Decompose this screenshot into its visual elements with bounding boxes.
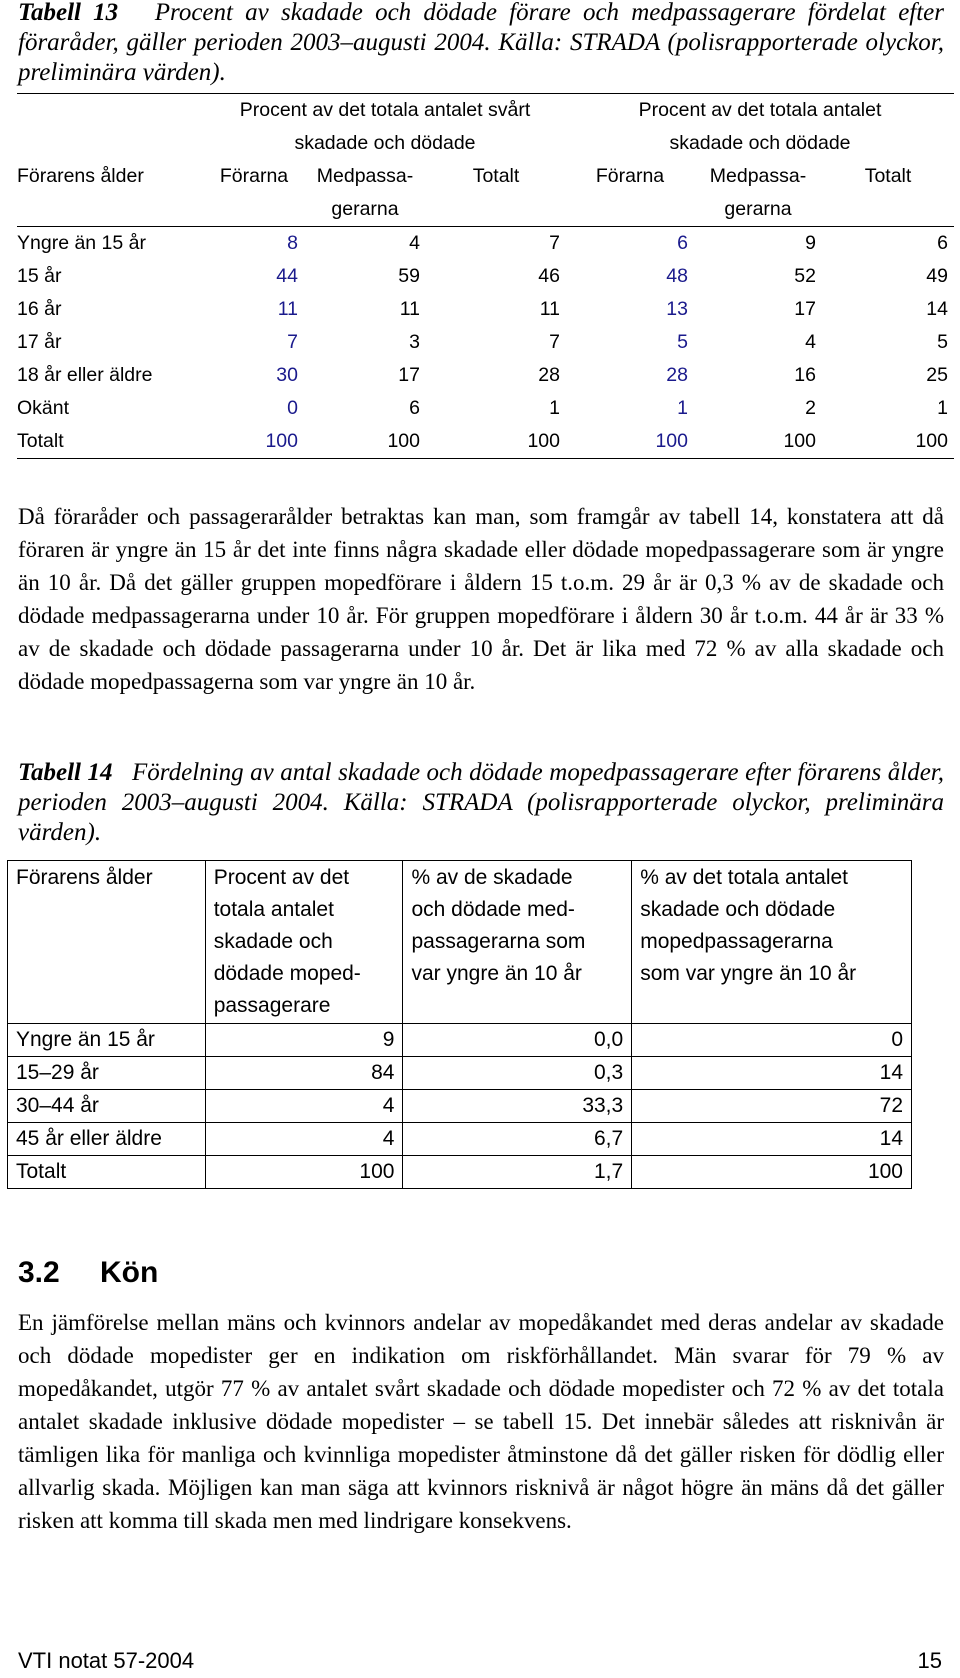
table13-group1-line2: skadade och dödade (294, 132, 476, 154)
table14-caption-text: Fördelning av antal skadade och dödade mopedpassagerare efter förarens ålder, perioden 2003–augusti 2004. Källa: STRADA (polisrapporterade olyckor, preliminära värden). (18, 759, 945, 846)
table13-cell: 6 (409, 397, 420, 419)
table14-header-line: skadade och dödade (640, 898, 836, 921)
table13-cell: 7 (287, 331, 298, 353)
table14-cell: 0,3 (403, 1057, 632, 1090)
table14 (7, 860, 912, 1189)
table13-cell: 100 (204, 425, 304, 459)
table13-row-label: Okänt (17, 397, 70, 419)
table13-cell: 1 (937, 397, 948, 419)
table14-header-cell (632, 861, 912, 1024)
table13-cell: 5 (937, 331, 948, 353)
table13-cell: 11 (539, 298, 560, 320)
table14-header-line: och dödade med- (411, 898, 575, 921)
table13-col-total-2: Totalt (864, 165, 912, 187)
table13-row-label: Yngre än 15 år (17, 232, 147, 254)
table13-cell: 2 (805, 397, 816, 419)
table14-cell: 6,7 (403, 1123, 632, 1156)
table13-row-label: 16 år (17, 298, 62, 320)
table14-cell: 9 (205, 1024, 403, 1057)
table13-cell: 11 (277, 298, 298, 320)
table13-cell: 9 (805, 232, 816, 254)
table13-group-header-row-2 (17, 127, 954, 160)
table13 (17, 93, 954, 459)
section-body-text: En jämförelse mellan mäns och kvinnors andelar av mopedåkandet med deras andelar av skadade och dödade mopedister ger en indikation om riskförhållandet. Män svarar för 79 % av mopedåkandet, utgör 77 % av antalet svårt skadade och dödade mopedister och 72 % av det totala antalet skadade inklusive dödade mopedister – se tabell 15. Det innebär således att risknivån är tämligen lika för manliga och kvinnliga mopedister åtminstone då det gäller risken för dödlig eller allvarlig skada. Möjligen kan man säga att kvinnors risknivå är något högre än mäns då det gäller risken att komma till skada men med lindrigare konsekvens. (18, 1310, 944, 1533)
table14-header-line: skadade och (213, 930, 333, 953)
table14-row (8, 1090, 912, 1123)
table13-cell: 28 (538, 364, 560, 386)
table13-cell: 100 (694, 425, 822, 459)
table14-header-cell (403, 861, 632, 1024)
table14-caption-label: Tabell 14 (18, 759, 113, 786)
table13-row (17, 260, 954, 293)
table14-cell: 0 (632, 1024, 912, 1057)
table13-group-header-row-1 (17, 94, 954, 128)
table13-cell: 17 (398, 364, 420, 386)
table14-row (8, 1123, 912, 1156)
table13-cell: 49 (926, 265, 948, 287)
table13-row-label: Totalt (17, 425, 204, 459)
table13-col-drivers-2: Förarna (595, 165, 665, 187)
table13-cell: 44 (276, 265, 298, 287)
table13-cell: 17 (794, 298, 816, 320)
table13-row (17, 425, 954, 459)
table13-row (17, 227, 954, 261)
table13-row-label: 15 år (17, 265, 62, 287)
table13-cell: 14 (926, 298, 948, 320)
table13-cell: 3 (409, 331, 420, 353)
table14-header-line: passagerarna som (411, 930, 586, 953)
table14-header-line: Förarens ålder (16, 866, 153, 889)
table14-header-line: som var yngre än 10 år (640, 962, 857, 985)
table13-col-total: Totalt (472, 165, 520, 187)
table14-row (8, 1057, 912, 1090)
table14-header-line: var yngre än 10 år (411, 962, 582, 985)
table13-caption-text: Procent av skadade och dödade förare och medpassagerare fördelat efter föraråder, gäller perioden 2003–augusti 2004. Källa: STRADA (polisrapporterade olyckor, preliminära värden). (18, 0, 945, 86)
table14-cell: 1,7 (403, 1156, 632, 1189)
table13-cell: 8 (287, 232, 298, 254)
table13-caption-label: Tabell 13 (18, 0, 119, 26)
footer-publication: VTI notat 57-2004 (18, 1648, 195, 1673)
table14-header-line: totala antalet (213, 898, 334, 921)
table13-cell: 28 (666, 364, 688, 386)
table14-cell: 33,3 (403, 1090, 632, 1123)
table14-header-line: % av de skadade (411, 866, 573, 889)
footer-page-number: 15 (917, 1648, 942, 1673)
table13-cell: 6 (677, 232, 688, 254)
table13-cell: 100 (304, 425, 426, 459)
table14-header-cell (205, 861, 403, 1024)
table13-column-header-row-2 (17, 193, 954, 227)
table13-col-passengers-cont: gerarna (304, 193, 426, 227)
section-heading (18, 1256, 158, 1290)
table13-group2-line1: Procent av det totala antalet (566, 94, 954, 128)
table13-cell: 1 (677, 397, 688, 419)
table14-header-line: % av det totala antalet (640, 866, 849, 889)
table13-group1-line1: Procent av det totala antalet svårt (204, 94, 566, 128)
table14-cell: 72 (632, 1090, 912, 1123)
table14-cell: 4 (205, 1123, 403, 1156)
table13-row-label: 17 år (17, 331, 62, 353)
table13-cell: 13 (666, 298, 688, 320)
table13-cell: 7 (549, 232, 560, 254)
table13-cell: 0 (287, 397, 298, 419)
table14-row-label: 45 år eller äldre (8, 1123, 206, 1156)
table13-cell: 16 (794, 364, 816, 386)
table14-header-row (8, 861, 912, 1024)
table14-cell: 4 (205, 1090, 403, 1123)
table13-col-passengers-2: Medpassa- (709, 165, 807, 187)
table13-cell: 30 (276, 364, 298, 386)
table14-cell: 14 (632, 1057, 912, 1090)
table13-cell: 25 (926, 364, 948, 386)
table14-header-line: mopedpassagerarna (640, 930, 833, 953)
table13-cell: 6 (937, 232, 948, 254)
table14-cell: 84 (205, 1057, 403, 1090)
table13-row (17, 359, 954, 392)
paragraph-drivers-age: Då föraråder och passagerarålder betraktas kan man, som framgår av tabell 14, konstatera att då föraren är yngre än 15 år det inte finns några skadade eller dödade mopedpassagerare som är yngre än 10 år. Då det gäller gruppen mopedförare i åldern 15 t.o.m. 29 år är 0,3 % av de skadade och dödade medpassagerarna under 10 år. För gruppen mopedförare i åldern 30 år t.o.m. 44 år är 33 % av de skadade och dödade passagerarna under 10 år. Det är lika med 72 % av alla skadade och dödade mopedpassagerna som var yngre än 10 år. (18, 504, 944, 694)
table13-cell: 1 (549, 397, 560, 419)
table14-row (8, 1156, 912, 1189)
table13-cell: 52 (794, 265, 816, 287)
table13-cell: 59 (398, 265, 420, 287)
table13-row (17, 326, 954, 359)
table14-cell: 100 (632, 1156, 912, 1189)
table13-cell: 100 (566, 425, 694, 459)
table14-row-label: Totalt (8, 1156, 206, 1189)
table14-header-cell (8, 861, 206, 1024)
table13-cell: 5 (677, 331, 688, 353)
table13-row (17, 392, 954, 425)
table14-header-line: passagerare (213, 994, 331, 1017)
table13-cell: 46 (538, 265, 560, 287)
section-number: 3.2 (18, 1256, 60, 1289)
table14-header-line: dödade moped- (213, 962, 361, 985)
table13-row (17, 293, 954, 326)
table14-caption (18, 758, 944, 848)
table14-row (8, 1024, 912, 1057)
table13-group2-line2: skadade och dödade (669, 132, 851, 154)
table13-col-passengers-cont-2: gerarna (694, 193, 822, 227)
table13-caption (18, 0, 944, 88)
table13-column-header-row (17, 160, 954, 193)
table13-cell: 11 (399, 298, 420, 320)
section-title: Kön (100, 1256, 159, 1289)
table13-col-passengers: Medpassa- (316, 165, 414, 187)
table14-cell: 100 (205, 1156, 403, 1189)
table14-header-line: Procent av det (213, 866, 350, 889)
table14-cell: 14 (632, 1123, 912, 1156)
table14-row-label: 30–44 år (8, 1090, 206, 1123)
table13-col-age: Förarens ålder (17, 165, 144, 187)
table13-cell: 100 (426, 425, 566, 459)
table13-cell: 100 (822, 425, 954, 459)
table14-cell: 0,0 (403, 1024, 632, 1057)
table13-cell: 7 (549, 331, 560, 353)
table13-cell: 4 (805, 331, 816, 353)
table13-col-drivers: Förarna (219, 165, 289, 187)
table14-row-label: Yngre än 15 år (8, 1024, 206, 1057)
table13-cell: 4 (409, 232, 420, 254)
table13-row-label: 18 år eller äldre (17, 364, 153, 386)
table14-row-label: 15–29 år (8, 1057, 206, 1090)
table13-cell: 48 (666, 265, 688, 287)
